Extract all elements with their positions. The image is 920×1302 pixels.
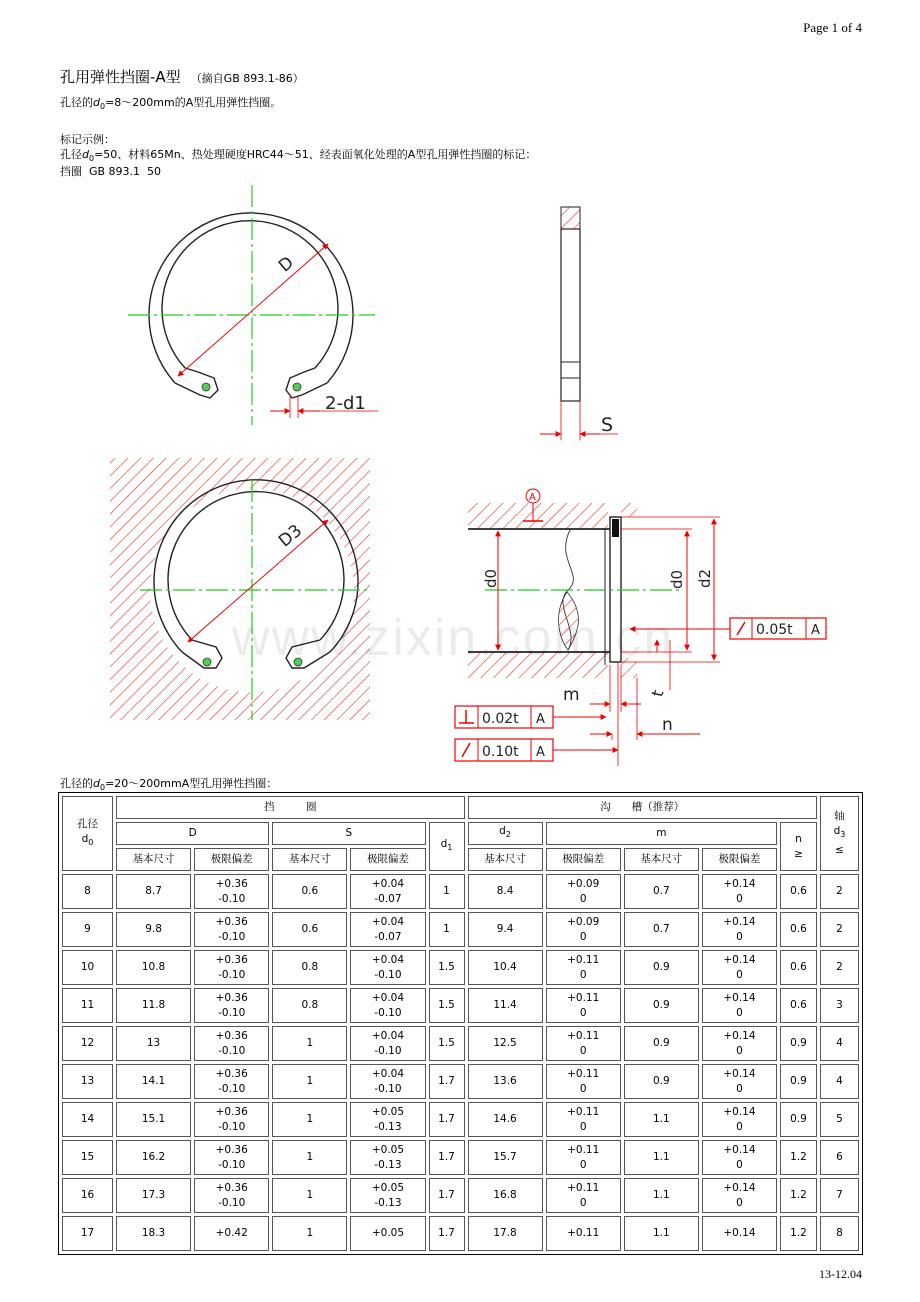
th-n — [780, 822, 817, 871]
table-cell: 0.9 — [624, 1064, 699, 1099]
cell-text: d — [499, 825, 506, 838]
cell-text: 0 — [736, 1196, 743, 1209]
table-cell: 0.9 — [624, 988, 699, 1023]
cell-text: 0 — [88, 838, 94, 848]
table-cell — [194, 1026, 269, 1061]
cell-text: 0 — [579, 1196, 587, 1209]
table-cell — [194, 988, 269, 1023]
table-cell: 1 — [272, 1064, 347, 1099]
cell-text: +0.11 — [567, 1029, 600, 1042]
cell-text: +0.04 — [371, 877, 405, 890]
footer-code: 13-12.04 — [819, 1267, 862, 1281]
table-cell — [194, 912, 269, 947]
table-cell — [350, 1216, 425, 1251]
title-text: 孔用弹性挡圈-A型 — [60, 68, 181, 86]
table-cell: 18.3 — [116, 1216, 191, 1251]
cell-text: +0.11 — [567, 1105, 600, 1118]
table-cell: 1 — [272, 1140, 347, 1175]
label-D3: D3 — [274, 520, 307, 552]
table-cell: 1.2 — [780, 1140, 817, 1175]
table-row — [62, 1178, 859, 1213]
th-d2-basic: 基本尺寸 — [468, 848, 543, 871]
table-cell: 0.6 — [780, 988, 817, 1023]
spec-table — [58, 792, 863, 1255]
table-cell — [546, 1064, 621, 1099]
th-groove: 沟 槽（推荐） — [468, 796, 818, 819]
table-cell — [350, 912, 425, 947]
cell-text: d — [81, 832, 89, 845]
table-cell: 8.7 — [116, 874, 191, 909]
cell-text: +0.36 — [215, 1181, 248, 1194]
tolerance-frame-perpendicularity — [455, 706, 606, 728]
table-row — [62, 874, 859, 909]
table-cell — [350, 1140, 425, 1175]
cell-text: +0.14 — [723, 991, 756, 1004]
label-d2: d2 — [696, 568, 714, 588]
example-label: 标记示例： — [60, 133, 115, 146]
table-cell: 1 — [272, 1216, 347, 1251]
label-m: m — [563, 685, 580, 705]
table-cell: 1.7 — [429, 1216, 465, 1251]
table-cell: 10.8 — [116, 950, 191, 985]
table-cell: 12.5 — [468, 1026, 543, 1061]
table-cell: 17.3 — [116, 1178, 191, 1213]
th-m: m — [546, 822, 777, 845]
cell-text: +0.09 — [567, 915, 600, 928]
cell-text: +0.05 — [371, 1227, 405, 1239]
table-cell: 1.7 — [429, 1064, 465, 1099]
table-cell: 14 — [62, 1102, 113, 1137]
table-cell — [702, 874, 777, 909]
tol-parallel-datum: A — [536, 745, 545, 760]
table-cell: 9.4 — [468, 912, 543, 947]
table-row — [62, 1064, 859, 1099]
table-cell — [546, 874, 621, 909]
table-cell — [546, 1140, 621, 1175]
cell-text: -0.10 — [218, 1196, 246, 1209]
table-cell — [702, 1216, 777, 1251]
cell-text: 0 — [736, 1044, 743, 1057]
table-cell: 2 — [820, 874, 859, 909]
table-cell: 3 — [820, 988, 859, 1023]
cell-text: +0.36 — [215, 953, 248, 966]
lug-hole-left — [202, 383, 210, 391]
table-cell — [194, 1178, 269, 1213]
table-cell: 1 — [272, 1178, 347, 1213]
table-cell: 10 — [62, 950, 113, 985]
table-cell — [702, 1064, 777, 1099]
table-cell: 1.2 — [780, 1178, 817, 1213]
table-cell: 0.6 — [780, 874, 817, 909]
table-cell: 9.8 — [116, 912, 191, 947]
table-cell: 11.8 — [116, 988, 191, 1023]
cell-text: 0 — [736, 930, 743, 943]
cell-text: -0.10 — [218, 1158, 246, 1171]
cell-text: +0.04 — [371, 991, 405, 1004]
cell-text: +0.36 — [215, 991, 248, 1004]
cell-text: 1 — [447, 843, 453, 853]
table-cell: 1.2 — [780, 1216, 817, 1251]
table-cell — [702, 1178, 777, 1213]
table-cell: 1.1 — [624, 1140, 699, 1175]
th-D: D — [116, 822, 269, 845]
table-cell: 13 — [116, 1026, 191, 1061]
cell-text: 0 — [579, 1120, 587, 1133]
table-cell: 1.1 — [624, 1216, 699, 1251]
table-cell: 0.6 — [272, 874, 347, 909]
th-ring: 挡 圈 — [116, 796, 465, 819]
caption-sub: 0 — [99, 783, 106, 793]
title-standard-note: （摘自GB 893.1-86） — [190, 72, 304, 85]
cell-text: +0.04 — [371, 1029, 405, 1042]
cell-text: -0.10 — [218, 968, 246, 981]
cell-text: -0.10 — [218, 1120, 246, 1133]
cell-text: +0.11 — [567, 1067, 600, 1080]
cell-text: -0.10 — [218, 1044, 246, 1057]
cell-text: +0.05 — [371, 1143, 405, 1156]
example-suffix: =50、材料65Mn、热处理硬度HRC44～51、经表面氧化处理的A型孔用弹性挡圈的标记： — [94, 148, 537, 161]
cell-text: 0 — [579, 892, 587, 905]
table-cell: 5 — [820, 1102, 859, 1137]
cell-text: +0.04 — [371, 953, 405, 966]
table-cell: 0.7 — [624, 912, 699, 947]
tol-perp-datum: A — [536, 712, 545, 727]
table-cell: 1.5 — [429, 988, 465, 1023]
table-cell — [546, 1178, 621, 1213]
caption-var: d — [93, 777, 100, 790]
caption-suffix: =20～200mmA型孔用弹性挡圈： — [105, 777, 278, 790]
table-cell — [702, 1026, 777, 1061]
table-cell: 8 — [62, 874, 113, 909]
table-cell: 17.8 — [468, 1216, 543, 1251]
th-D-tol: 极限偏差 — [194, 848, 269, 871]
table-cell: 0.9 — [780, 1026, 817, 1061]
table-row — [62, 988, 859, 1023]
table-cell — [702, 988, 777, 1023]
cell-text: 2 — [505, 830, 511, 840]
th-shaft — [820, 796, 859, 871]
ring-top-view — [128, 185, 378, 425]
table-cell: 15.1 — [116, 1102, 191, 1137]
ring-side-view — [540, 207, 618, 440]
table-cell — [194, 1140, 269, 1175]
table-row — [62, 1140, 859, 1175]
cell-text: 0 — [579, 1158, 587, 1171]
th-d1 — [429, 822, 465, 871]
th-S-tol: 极限偏差 — [350, 848, 425, 871]
table-caption — [60, 775, 277, 792]
cell-text: 0 — [736, 892, 743, 905]
cell-text: +0.14 — [723, 1067, 756, 1080]
table-cell: 0.9 — [624, 1026, 699, 1061]
table-cell: 11.4 — [468, 988, 543, 1023]
cell-text: -0.10 — [218, 1006, 246, 1019]
tolerance-frame-runout — [730, 618, 826, 639]
label-n: n — [662, 715, 673, 735]
cell-text: -0.13 — [374, 1120, 402, 1133]
table-cell — [350, 1026, 425, 1061]
table-cell: 2 — [820, 950, 859, 985]
table-cell: 9 — [62, 912, 113, 947]
table-cell — [350, 988, 425, 1023]
table-cell: 0.9 — [780, 1102, 817, 1137]
table-cell: 1 — [429, 874, 465, 909]
cell-text: 0 — [736, 968, 743, 981]
cell-text: +0.11 — [567, 991, 600, 1004]
datum-A-label: A — [529, 492, 536, 503]
cell-text: +0.04 — [371, 915, 405, 928]
label-d0-right: d0 — [668, 569, 686, 589]
table-cell — [350, 1102, 425, 1137]
cell-text: -0.10 — [218, 930, 246, 943]
table-cell: 16 — [62, 1178, 113, 1213]
table-cell — [546, 1216, 621, 1251]
cell-text: ≤ — [835, 843, 844, 856]
table-cell: 16.8 — [468, 1178, 543, 1213]
table-cell: 0.9 — [780, 1064, 817, 1099]
table-cell — [546, 950, 621, 985]
example-sub: 0 — [88, 154, 95, 164]
cell-text: 3 — [840, 830, 846, 840]
table-cell: 4 — [820, 1064, 859, 1099]
table-cell: 14.1 — [116, 1064, 191, 1099]
intro-var: d — [93, 96, 100, 109]
intro-prefix: 孔径的 — [60, 96, 93, 109]
th-d2 — [468, 822, 543, 845]
table-cell: 6 — [820, 1140, 859, 1175]
table-cell — [546, 988, 621, 1023]
cell-text: +0.14 — [723, 1181, 756, 1194]
table-cell: 1.1 — [624, 1102, 699, 1137]
table-cell: 0.8 — [272, 988, 347, 1023]
th-bore — [62, 796, 113, 871]
label-t: t — [647, 687, 668, 699]
table-cell — [194, 1064, 269, 1099]
table-cell — [194, 874, 269, 909]
cell-text: +0.36 — [215, 1029, 248, 1042]
table-cell — [546, 912, 621, 947]
cell-text: +0.05 — [371, 1105, 405, 1118]
th-m-basic: 基本尺寸 — [624, 848, 699, 871]
cell-text: +0.11 — [567, 1227, 600, 1239]
table-cell: 15 — [62, 1140, 113, 1175]
table-cell: 0.6 — [272, 912, 347, 947]
cell-text: d — [440, 838, 448, 851]
lug-hole-right — [293, 383, 301, 391]
table-row — [62, 1102, 859, 1137]
table-cell — [702, 912, 777, 947]
label-d0-left: d0 — [482, 568, 500, 588]
table-cell: 1 — [272, 1102, 347, 1137]
table-cell: 8 — [820, 1216, 859, 1251]
table-cell: 0.6 — [780, 950, 817, 985]
cell-text: 0 — [579, 1006, 587, 1019]
label-S: S — [601, 414, 614, 436]
cell-text: +0.36 — [215, 877, 248, 890]
cell-text: -0.07 — [374, 892, 402, 905]
table-cell: 13.6 — [468, 1064, 543, 1099]
table-cell — [194, 950, 269, 985]
table-cell — [350, 874, 425, 909]
cell-text: -0.10 — [374, 968, 402, 981]
table-cell: 0.8 — [272, 950, 347, 985]
cell-text: -0.10 — [374, 1006, 402, 1019]
table-cell: 1.5 — [429, 950, 465, 985]
table-cell: 1.1 — [624, 1178, 699, 1213]
table-cell: 1.7 — [429, 1178, 465, 1213]
example-prefix: 孔径 — [60, 148, 82, 161]
cell-text: 孔径 — [77, 817, 98, 830]
table-cell — [194, 1216, 269, 1251]
th-S: S — [272, 822, 425, 845]
table-cell: 7 — [820, 1178, 859, 1213]
cell-text: +0.14 — [723, 1029, 756, 1042]
table-cell — [702, 1140, 777, 1175]
cell-text: -0.10 — [218, 892, 246, 905]
cell-text: +0.14 — [723, 1105, 756, 1118]
tol-runout-value: 0.05t — [756, 622, 793, 638]
caption-prefix: 孔径的 — [60, 777, 93, 790]
cell-text: -0.10 — [218, 1082, 246, 1095]
cell-text: -0.13 — [374, 1158, 402, 1171]
cell-text: -0.10 — [374, 1044, 402, 1057]
table-cell: 17 — [62, 1216, 113, 1251]
table-cell: 11 — [62, 988, 113, 1023]
table-cell: 4 — [820, 1026, 859, 1061]
cell-text: d — [833, 825, 841, 838]
cell-text: 轴 — [834, 810, 845, 823]
cell-text: +0.09 — [567, 877, 600, 890]
table-cell: 0.7 — [624, 874, 699, 909]
th-d2-tol: 极限偏差 — [546, 848, 621, 871]
cell-text: 0 — [579, 968, 587, 981]
table-cell: 2 — [820, 912, 859, 947]
table-cell: 1 — [429, 912, 465, 947]
table-cell — [350, 1064, 425, 1099]
table-cell: 1.5 — [429, 1026, 465, 1061]
marking-example: 挡圈 GB 893.1 50 — [60, 165, 162, 178]
table-cell: 13 — [62, 1064, 113, 1099]
table-cell — [546, 1026, 621, 1061]
cell-text: 0 — [579, 930, 587, 943]
label-D: D — [274, 252, 298, 277]
label-2-d1: 2-d1 — [325, 393, 366, 414]
cell-text: +0.42 — [215, 1227, 248, 1239]
table-row — [62, 1026, 859, 1061]
cell-text: ≥ — [794, 847, 803, 860]
table-cell: 1.7 — [429, 1140, 465, 1175]
table-cell: 14.6 — [468, 1102, 543, 1137]
tol-perp-value: 0.02t — [482, 711, 519, 727]
cell-text: +0.36 — [215, 1143, 248, 1156]
tol-parallel-value: 0.10t — [482, 744, 519, 760]
table-row — [62, 950, 859, 985]
cell-text: +0.36 — [215, 1105, 248, 1118]
cell-text: 0 — [736, 1006, 743, 1019]
cell-text: +0.14 — [723, 1143, 756, 1156]
table-cell — [350, 1178, 425, 1213]
cell-text: -0.07 — [374, 930, 402, 943]
cell-text: +0.14 — [723, 953, 756, 966]
table-cell: 15.7 — [468, 1140, 543, 1175]
table-row — [62, 1216, 859, 1251]
example-var: d — [82, 148, 89, 161]
cell-text: -0.10 — [374, 1082, 402, 1095]
cell-text: +0.11 — [567, 1143, 600, 1156]
cell-text: 0 — [579, 1044, 587, 1057]
table-cell — [702, 1102, 777, 1137]
tol-runout-datum: A — [811, 623, 820, 638]
cell-text: +0.14 — [723, 915, 756, 928]
cell-text: -0.13 — [374, 1196, 402, 1209]
table-cell: 8.4 — [468, 874, 543, 909]
cell-text: +0.14 — [723, 1227, 756, 1239]
table-cell: 12 — [62, 1026, 113, 1061]
cell-text: 0 — [736, 1158, 743, 1171]
cell-text: n — [795, 832, 802, 845]
cell-text: +0.36 — [215, 1067, 248, 1080]
th-m-tol: 极限偏差 — [702, 848, 777, 871]
table-cell: 1.7 — [429, 1102, 465, 1137]
table-cell: 16.2 — [116, 1140, 191, 1175]
ring-installed-view — [110, 458, 370, 720]
table-cell: 0.9 — [624, 950, 699, 985]
cell-text: +0.05 — [371, 1181, 405, 1194]
cell-text: 0 — [579, 1082, 587, 1095]
table-cell — [546, 1102, 621, 1137]
table-cell: 1 — [272, 1026, 347, 1061]
intro-sub: 0 — [99, 102, 106, 112]
cell-text: 0 — [736, 1120, 743, 1133]
watermark: www.zixin.com.cn — [232, 609, 675, 667]
th-D-basic: 基本尺寸 — [116, 848, 191, 871]
table-cell: 0.6 — [780, 912, 817, 947]
table-cell — [194, 1102, 269, 1137]
cell-text: +0.11 — [567, 1181, 600, 1194]
table-cell — [702, 950, 777, 985]
cell-text: 0 — [736, 1082, 743, 1095]
table-cell: 10.4 — [468, 950, 543, 985]
page-number: Page 1 of 4 — [803, 20, 862, 35]
cell-text: +0.11 — [567, 953, 600, 966]
cell-text: +0.14 — [723, 877, 756, 890]
intro-suffix: =8～200mm的A型孔用弹性挡圈。 — [105, 96, 282, 109]
table-cell — [350, 950, 425, 985]
cell-text: +0.04 — [371, 1067, 405, 1080]
table-row — [62, 912, 859, 947]
cell-text: +0.36 — [215, 915, 248, 928]
th-S-basic: 基本尺寸 — [272, 848, 347, 871]
installed-lug-hole-left — [203, 658, 211, 666]
